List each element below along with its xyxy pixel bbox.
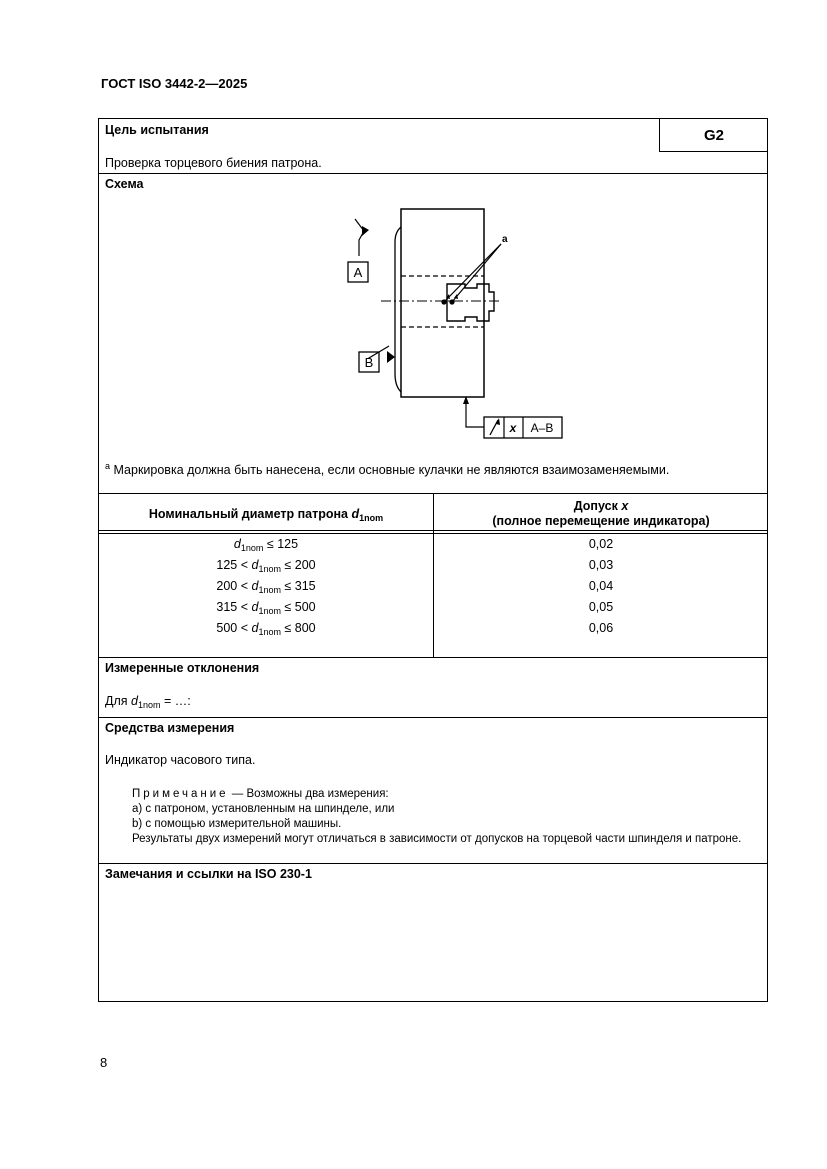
- footnote-text: Маркировка должна быть нанесена, если основные кулачки не являются взаимозаменяемыми.: [113, 463, 670, 478]
- table-header-tolerance-sub: (полное перемещение индикатора): [492, 514, 710, 528]
- test-sheet-frame: [98, 118, 768, 1002]
- datum-a-leader: [355, 219, 364, 256]
- remarks-label: Замечания и ссылки на ISO 230-1: [105, 867, 312, 881]
- chuck-runout-diagram: [99, 174, 767, 444]
- table-row-tolerance: 0,04: [588, 579, 614, 593]
- table-header-tolerance: Допуск x: [573, 499, 629, 513]
- table-row-range: $500 < d_{1nom} \le 800$: [216, 621, 316, 637]
- datum-b-triangle: [387, 351, 395, 363]
- divider: [99, 657, 767, 658]
- purpose-text: Проверка торцевого биения патрона.: [105, 156, 322, 170]
- table-row-range: $200 < d_{1nom} \le 315$: [216, 579, 316, 595]
- fcf-datum-reference: A–B: [530, 421, 554, 435]
- scheme-label: Схема: [105, 177, 144, 191]
- datum-a-triangle: [362, 226, 369, 236]
- page-number: 8: [100, 1055, 108, 1070]
- table-header-diameter: Номинальный диаметр патрона $d_{1nom}$: [148, 507, 384, 523]
- fcf-tolerance-symbol: x: [509, 421, 517, 435]
- purpose-label: Цель испытания: [105, 123, 209, 137]
- scheme-footnote: [105, 459, 669, 478]
- test-code-box: G2: [659, 119, 768, 152]
- document-header: ГОСТ ISO 3442-2—2025: [101, 76, 248, 91]
- table-row-range: $315 < d_{1nom} \le 500$: [216, 600, 316, 616]
- table-row-range: $d_{1nom} \le 125$: [233, 537, 299, 553]
- table-row-tolerance: 0,03: [588, 558, 614, 572]
- table-row-tolerance: 0,02: [588, 537, 614, 551]
- callout-a-label: a: [502, 234, 508, 245]
- note-item-b: b) с помощью измерительной машины.: [132, 818, 342, 830]
- divider: [99, 863, 767, 864]
- instruments-label: Средства измерения: [105, 721, 235, 735]
- footnote-marker: a: [105, 461, 111, 471]
- instruments-text: Индикатор часового типа.: [105, 753, 256, 767]
- note-result: Результаты двух измерений могут отличаться в зависимости от допусков на торцевой части шпинделя и патроне.: [132, 833, 742, 845]
- note-intro: Примечание — Возможны два измерения:: [132, 788, 389, 800]
- measured-deviations-label: Измеренные отклонения: [105, 661, 260, 675]
- note-label: Примечание: [132, 788, 229, 800]
- table-header-divider: [99, 530, 767, 531]
- datum-a-label: A: [353, 265, 363, 280]
- indicator-leader: [466, 401, 484, 427]
- runout-icon: [490, 420, 498, 435]
- table-row-range: $125 < d_{1nom} \le 200$: [216, 558, 316, 574]
- table-header-divider-double: [99, 533, 767, 534]
- note-item-a: a) с патроном, установленным на шпинделе, или: [132, 803, 395, 815]
- table-row-tolerance: 0,05: [588, 600, 614, 614]
- table-row-tolerance: 0,06: [588, 621, 614, 635]
- callout-leader: [444, 244, 501, 302]
- measured-deviations-value: Для $d_{1nom}$ = …:: [105, 694, 191, 710]
- divider: [99, 717, 767, 718]
- chuck-face-profile: [395, 227, 401, 392]
- datum-b-label: B: [364, 355, 374, 370]
